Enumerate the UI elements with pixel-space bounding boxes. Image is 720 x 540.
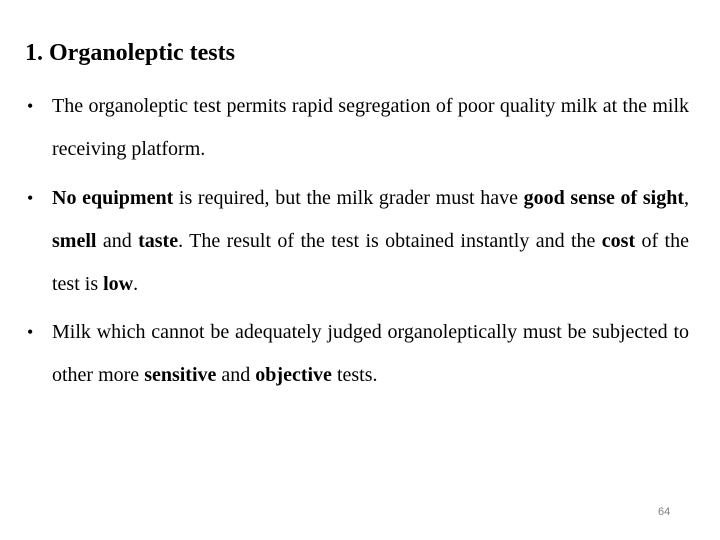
text-segment: , (684, 187, 689, 209)
text-segment: . The result of the test is obtained instantly and the (178, 230, 602, 252)
text-segment-bold: objective (255, 364, 332, 386)
text-segment: The organoleptic test permits rapid segregation of poor quality milk at the milk receiving platform. (52, 95, 689, 160)
text-segment: Milk which cannot be adequately judged organoleptically must be subjected to other more (52, 321, 689, 386)
bullet-text (52, 85, 689, 171)
text-segment: of the test is (52, 230, 689, 295)
text-segment: . (133, 273, 139, 295)
bullet-marker: • (27, 188, 34, 208)
text-segment-bold: cost (601, 230, 636, 252)
text-segment: tests. (331, 364, 378, 386)
text-segment: and (216, 364, 256, 386)
bullet-text (52, 177, 689, 306)
slide-title: 1. Organoleptic tests (25, 40, 235, 66)
bullet-text (52, 311, 689, 397)
text-segment-bold: smell (52, 230, 97, 252)
text-segment: and (96, 230, 139, 252)
text-segment-bold: taste (138, 230, 179, 252)
page-number: 64 (658, 506, 671, 518)
bullet-marker: • (27, 96, 34, 116)
text-segment-bold: sensitive (144, 364, 217, 386)
bullet-marker: • (27, 322, 34, 342)
text-segment: is required, but the milk grader must have (173, 187, 524, 209)
text-segment-bold: low (103, 273, 134, 295)
text-segment-bold: No equipment (52, 187, 174, 209)
text-segment-bold: good sense of sight (523, 187, 684, 209)
